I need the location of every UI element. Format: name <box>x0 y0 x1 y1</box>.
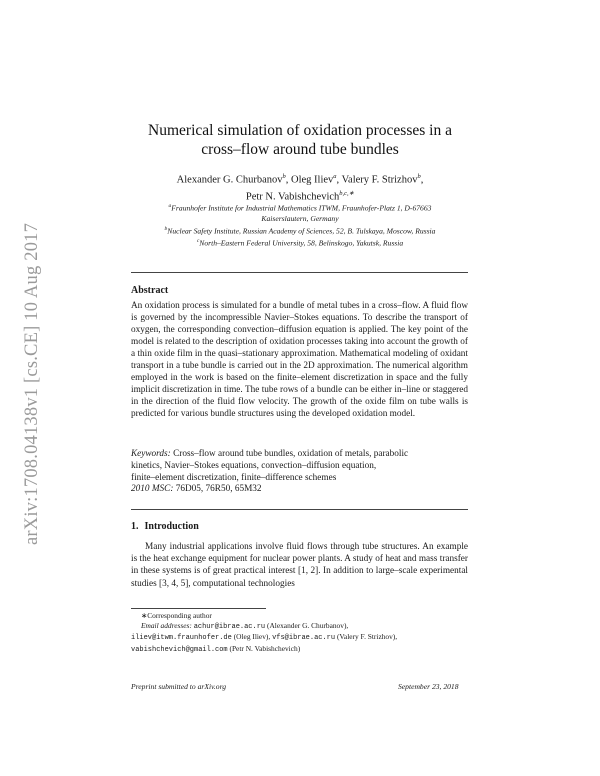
email-label: Email addresses: <box>141 621 192 631</box>
email-link[interactable]: vfs@ibrae.ac.ru <box>272 634 336 643</box>
footnotes <box>131 611 468 655</box>
abstract-bottom-divider <box>131 509 468 510</box>
author-affil-marker: b <box>282 173 286 180</box>
email-line-2: iliev@itwm.fraunhofer.de (Oleg Iliev), vfs@ibrae.ac.ru (Valery F. Strizhov), <box>131 632 398 643</box>
arxiv-identifier-stamp[interactable]: arXiv:1708.04138v1 [cs.CE] 10 Aug 2017 <box>22 222 42 545</box>
date-footer: September 23, 2018 <box>398 682 459 691</box>
email-link[interactable]: achur@ibrae.ac.ru <box>193 623 266 632</box>
keywords-line-2: kinetics, Navier–Stokes equations, convection–diffusion equation, <box>131 460 377 471</box>
introduction-paragraph: Many industrial applications involve fluid flows through tube structures. An example is the heat exchange equipment for nuclear power plants. A study of heat and mass transfer in these systems is of great practical interest [1, 2]. In addition to large–scale experimental studies [3, 4, 5], computational technologies <box>131 542 468 589</box>
author-list <box>130 170 470 204</box>
email-line-3: vabishchevich@gmail.com (Petr N. Vabishchevich) <box>131 643 301 654</box>
author-affil-marker: b,c,∗ <box>339 190 355 197</box>
author-affil-marker: a <box>333 173 337 180</box>
author-line-1: Alexander G. Churbanov$^b$, Oleg Iliev$^a$, Valery F. Strizhov$^b$, <box>176 173 424 186</box>
msc-line <box>131 484 468 496</box>
author-affil-marker: b <box>417 173 421 180</box>
email-link[interactable]: iliev@itwm.fraunhofer.de <box>131 634 232 643</box>
corresponding-author-note: ∗Corresponding author <box>141 611 212 620</box>
abstract-heading: Abstract <box>131 285 169 296</box>
msc-codes: 76D05, 76R50, 65M32 <box>175 484 262 495</box>
affiliation-b: $^b$Nuclear Safety Institute, Russian Academy of Sciences, 52, B. Tulskaya, Moscow, Russia <box>164 225 436 236</box>
keywords-block <box>131 449 468 496</box>
author-name: Petr N. Vabishchevich <box>245 191 340 203</box>
email-line-1: Email addresses: achur@ibrae.ac.ru (Alexander G. Churbanov), <box>141 621 349 632</box>
footnote-divider <box>131 608 266 609</box>
section-heading-introduction <box>131 521 199 532</box>
title-line-2: cross–flow around tube bundles <box>201 141 399 158</box>
msc-label: 2010 MSC: <box>131 484 174 495</box>
keywords-line-1: Keywords: Cross–flow around tube bundles, oxidation of metals, parabolic <box>131 449 409 459</box>
section-title: Introduction <box>144 521 199 532</box>
abstract-text: An oxidation process is simulated for a bundle of metal tubes in a cross–flow. A fluid flow is governed by the incompressible Navier–Stokes equations. To describe the transport of oxygen, the corresponding convection–diffusion equation is applied. The key point of the model is related to the description of oxidation processes taking into account the growth of a thin oxide film in the quasi–stationary approximation. Mathematical modeling of oxidant transport in a tube bundle is carried out in the 2D approximation. The numerical algorithm employed in the work is based on the finite–element discretization in space and the fully implicit discretization in time. The tube rows of a bundle can be either in–line or staggered in the direction of the fluid flow velocity. The growth of the oxide film on tube walls is predicted for various bundle structures using the developed oxidation model. <box>131 301 468 419</box>
section-number: 1. <box>131 521 139 532</box>
preprint-footer: Preprint submitted to arXiv.org <box>131 682 227 691</box>
affiliation-a: $^a$Fraunhofer Institute for Industrial Mathematics ITWM, Fraunhofer-Platz 1, D-67663 <box>168 203 432 213</box>
email-link[interactable]: vabishchevich@gmail.com <box>131 645 228 654</box>
paper-title <box>120 121 480 159</box>
author-name: Oleg Iliev <box>291 174 334 186</box>
author-name: Valery F. Strizhov <box>341 174 418 186</box>
title-line-1: Numerical simulation of oxidation processes in a <box>148 122 452 139</box>
affiliation-a-cont: Kaiserslautern, Germany <box>261 213 339 223</box>
affiliation-c: $^c$North–Eastern Federal University, 58, Belinskogo, Yakutsk, Russia <box>196 238 404 248</box>
author-name: Alexander G. Churbanov <box>176 174 283 186</box>
abstract-top-divider <box>131 272 468 273</box>
keywords-label: Keywords: <box>131 449 171 459</box>
affiliation-list <box>120 201 480 249</box>
keywords-line-3: finite–element discretization, finite–difference schemes <box>131 472 337 483</box>
